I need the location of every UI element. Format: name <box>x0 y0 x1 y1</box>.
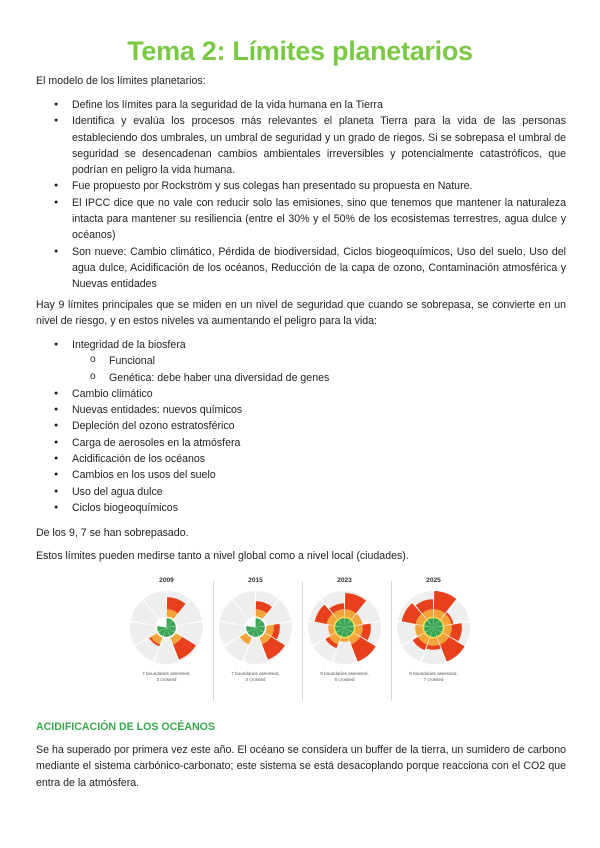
intro-paragraph: El modelo de los límites planetarios: <box>36 75 206 87</box>
scale-paragraph: Estos límites pueden medirse tanto a nivel global como a nivel local (ciudades). <box>36 550 409 562</box>
list-item: ● Identifica y evalúa los procesos más relevantes el planeta Tierra para la vida de las personas estableciendo dos umbrales, un umbral de seguridad y un grado de riegos. Si se sobrepasa el umbral de seguridad se desencadenan cambios ambientales irreversibles y potencialmente catastróficos, que podrían en peligro la vida humana. <box>36 113 566 178</box>
panel-caption <box>302 671 387 683</box>
boundary-diagram <box>215 587 296 668</box>
caption-line: 9 boundaries assessed, <box>409 671 458 676</box>
panel-year: 2009 <box>159 577 174 584</box>
caption-line: 7 crossed <box>423 677 444 682</box>
caption-line: 4 crossed <box>245 677 266 682</box>
panel-caption <box>213 671 298 683</box>
list-item: ● Son nueve: Cambio climático, Pérdida de biodiversidad, Ciclos biogeoquímicos, Uso del suelo, Uso del agua dulce, Acidificación de los océanos, Reducción de la capa de ozono, Contaminación atmosférica y Nuevas entidades <box>36 244 566 293</box>
caption-line: 7 boundaries assessed, <box>231 671 280 676</box>
list-item: ● El IPCC dice que no vale con reducir solo las emisiones, sino que tenemos que mantener la naturaleza intacta para mantener su resiliencia (entre el 30% y el 50% de los ecosistemas terrestres, agua dulce y océanos) <box>36 195 566 244</box>
caption-line: 6 crossed <box>334 677 355 682</box>
model-bullet-list <box>36 97 566 293</box>
list-item: ● Uso del agua dulce <box>36 484 566 500</box>
list-item: ● Carga de aerosoles en la atmósfera <box>36 435 566 451</box>
sub-list-item: o Genética: debe haber una diversidad de genes <box>72 370 566 386</box>
panel-caption <box>124 671 209 683</box>
section-heading: ACIDIFICACIÓN DE LOS OCÉANOS <box>36 721 215 733</box>
list-item: ● Acidificación de los océanos <box>36 451 566 467</box>
figure-panel <box>213 575 298 707</box>
list-item: ● Depleción del ozono estratosférico <box>36 418 566 434</box>
limits-paragraph: Hay 9 límites principales que se miden en un nivel de seguridad que cuando se sobrepasa, se convierte en un nivel de riesgo, y en estos niveles va aumentando el peligro para la vida: <box>36 299 566 328</box>
list-item: ● Nuevas entidades: nuevos químicos <box>36 402 566 418</box>
list-item: ● Cambios en los usos del suelo <box>36 467 566 483</box>
panel-year: 2023 <box>337 577 352 584</box>
figure-panel <box>302 575 387 707</box>
limits-bullet-list <box>36 337 566 516</box>
caption-line: 7 boundaries assessed, <box>142 671 191 676</box>
boundary-diagram <box>393 587 474 668</box>
panel-year: 2015 <box>248 577 263 584</box>
biosphere-label: Integridad de la biosfera <box>72 339 186 351</box>
boundary-diagram <box>304 587 385 668</box>
boundary-diagram <box>126 587 207 668</box>
caption-line: 3 crossed <box>156 677 177 682</box>
page-title: Tema 2: Límites planetarios <box>127 36 473 66</box>
biosphere-sub-list <box>72 353 566 386</box>
figure-panel <box>391 575 476 707</box>
caption-line: 9 boundaries assessed, <box>320 671 369 676</box>
panel-year: 2025 <box>426 577 441 584</box>
list-item: ● Cambio climático <box>36 386 566 402</box>
sub-list-item: o Funcional <box>72 353 566 369</box>
figure-panel <box>124 575 209 707</box>
crossed-paragraph: De los 9, 7 se han sobrepasado. <box>36 527 189 539</box>
list-item: ● Ciclos biogeoquímicos <box>36 500 566 516</box>
boundaries-figure <box>124 575 476 710</box>
list-item <box>36 337 566 386</box>
list-item: ● Define los límites para la seguridad de la vida humana en la Tierra <box>36 97 566 113</box>
acidification-paragraph: Se ha superado por primera vez este año. El océano se considera un buffer de la tierra, un sumidero de carbono mediante el sistema carbónico-carbonato; este sistema se está desacoplando porque reacciona con el CO2 que entra de la atmósfera. <box>36 744 566 789</box>
list-item: ● Fue propuesto por Rockström y sus colegas han presentado su propuesta en Nature. <box>36 178 566 194</box>
panel-caption <box>391 671 476 683</box>
